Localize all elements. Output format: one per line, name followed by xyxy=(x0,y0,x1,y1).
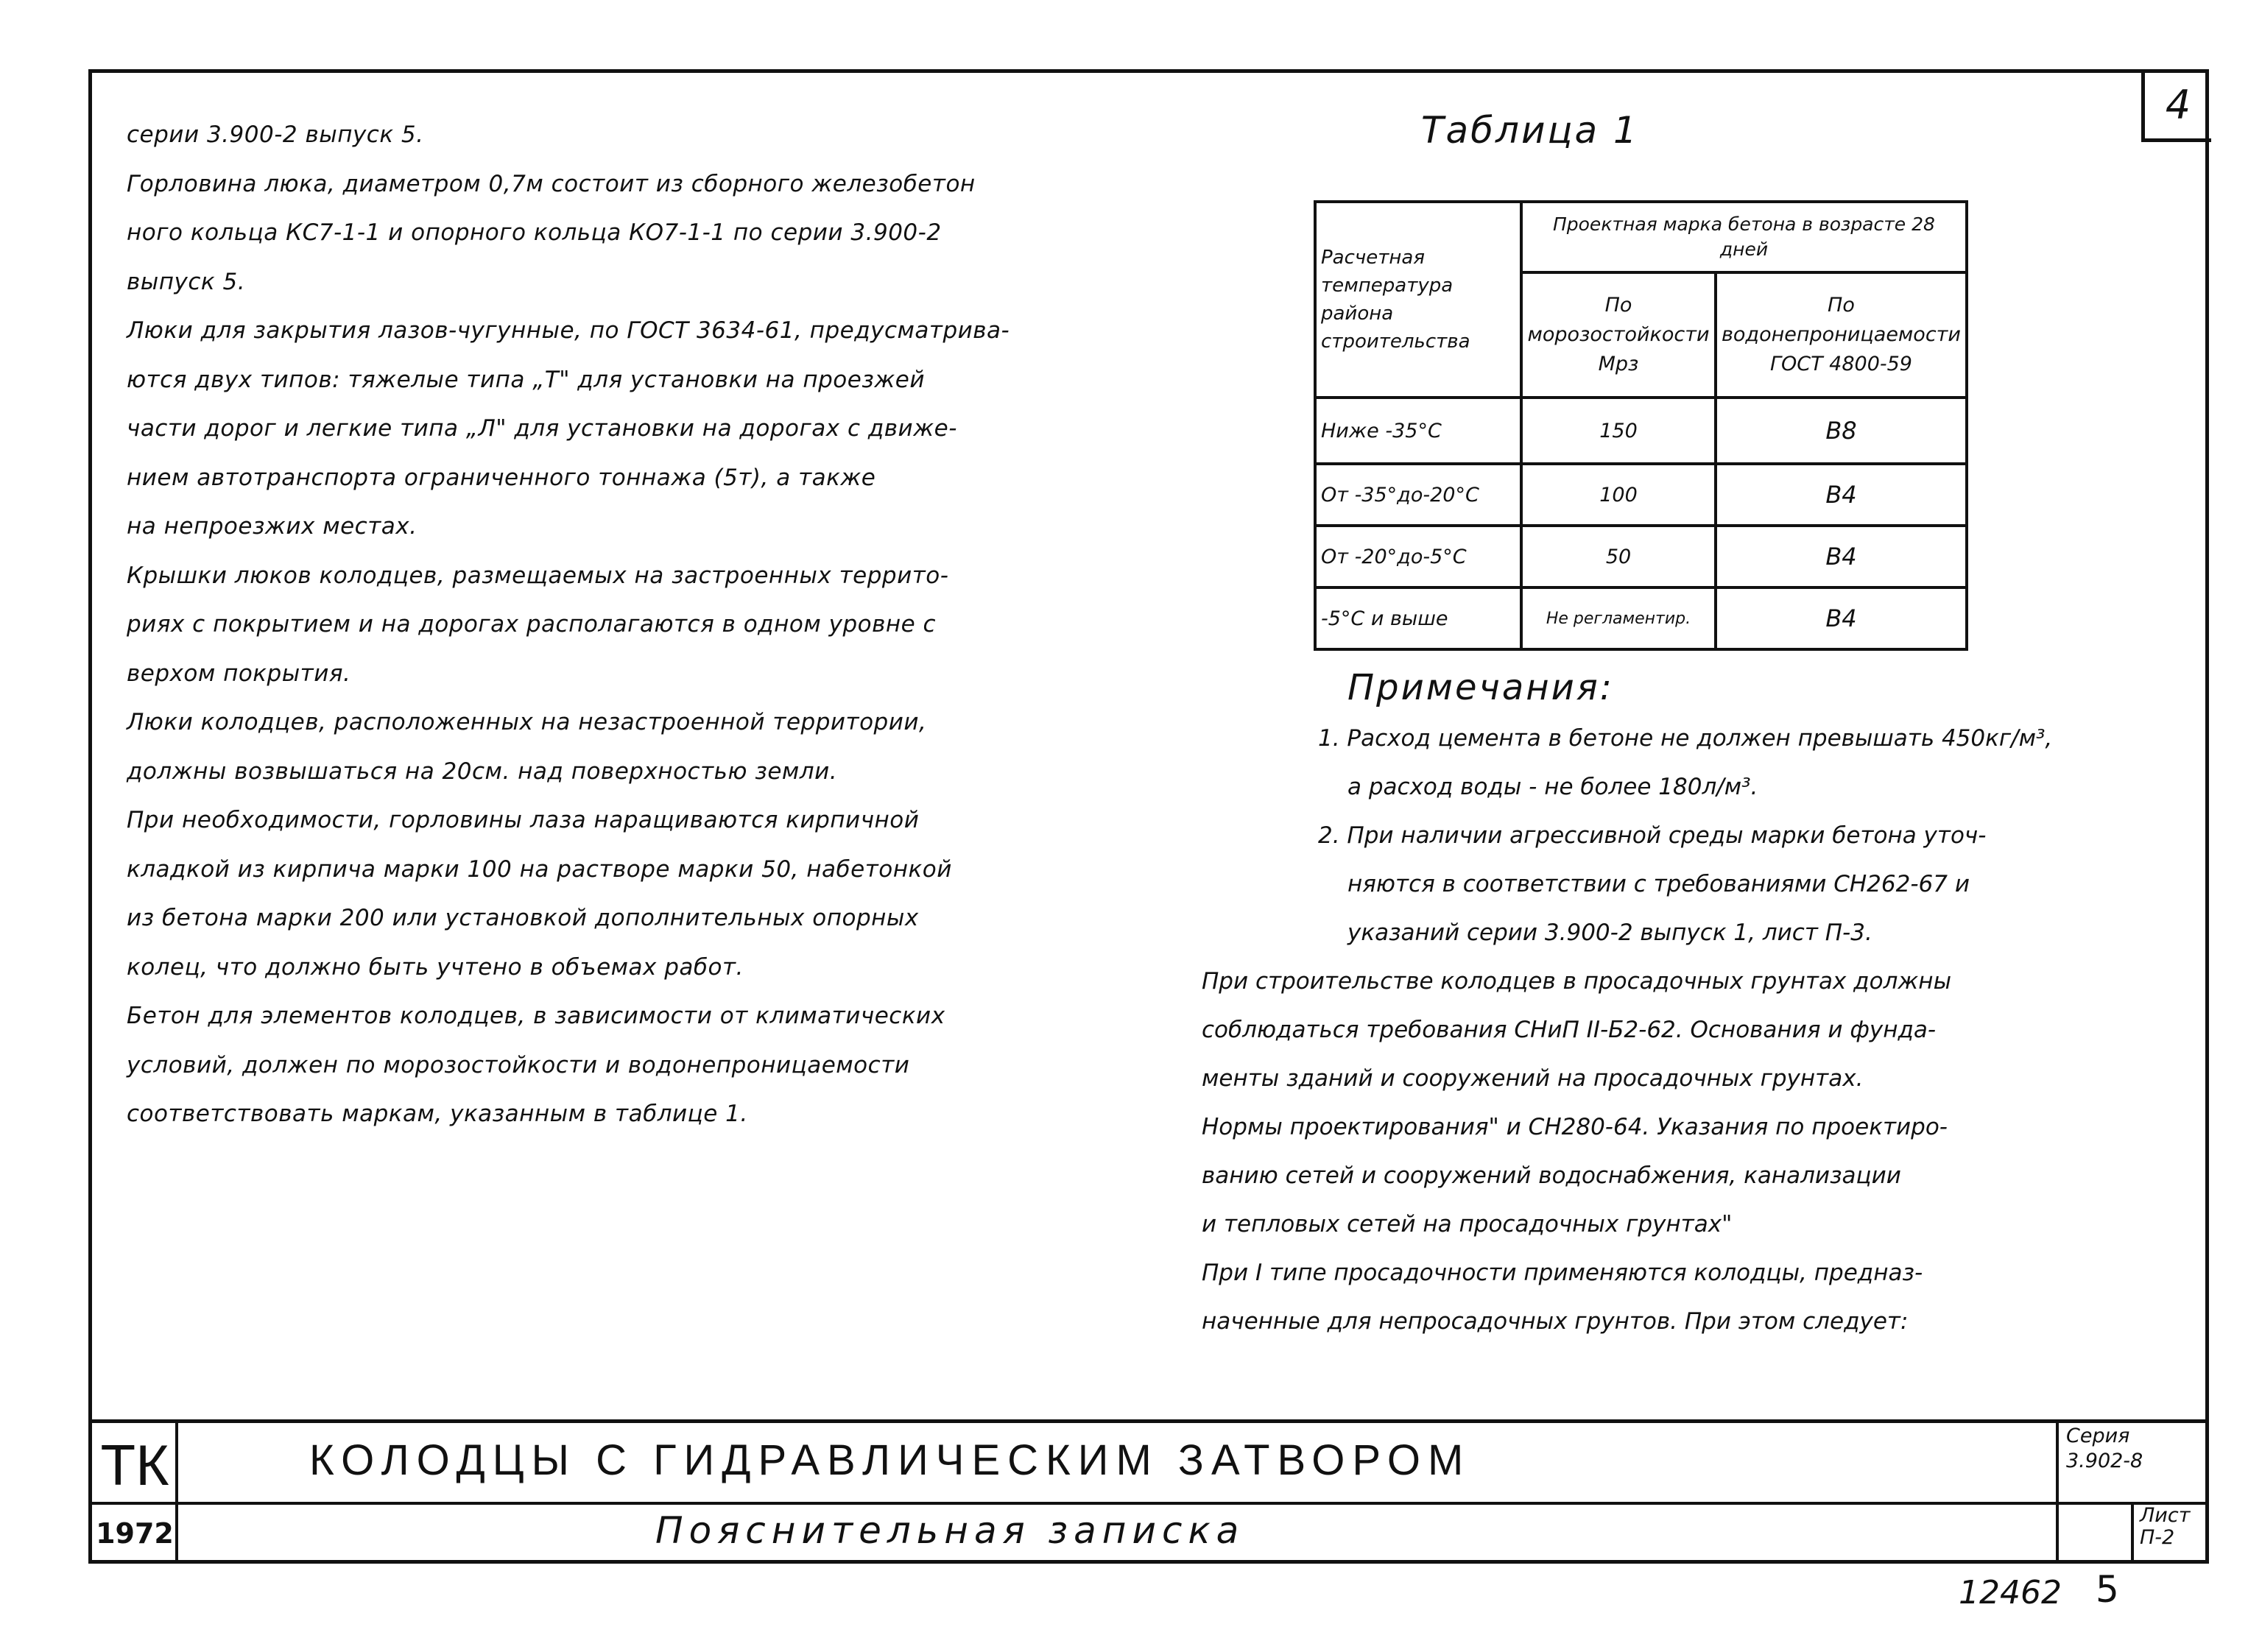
text-line: Крышки люков колодцев, размещаемых на застроенных террито- xyxy=(127,562,949,589)
text-line: Горловина люка, диаметром 0,7м состоит из сборного железобетон xyxy=(127,170,976,197)
text-line: Бетон для элементов колодцев, в зависимости от климатических xyxy=(127,1003,945,1029)
header-temperature: Расчетная температура района строительства xyxy=(1315,202,1521,398)
text-line: нием автотранспорта ограниченного тоннажа (5т), а также xyxy=(127,464,876,491)
title-block-divider xyxy=(2131,1502,2134,1564)
text-line: соответствовать маркам, указанным в таблице 1. xyxy=(127,1101,748,1127)
table-cell-water: В4 xyxy=(1716,464,1967,526)
sheet-number: 4 xyxy=(2141,71,2211,142)
text-line: должны возвышаться на 20см. над поверхностью земли. xyxy=(127,758,838,785)
text-line: риях с покрытием и на дорогах располагаются в одном уровне с xyxy=(127,611,937,638)
text-line: При строительстве колодцев в просадочных грунтах должны xyxy=(1202,968,1952,995)
note-line: 1. Расход цемента в бетоне не должен превышать 450кг/м³, xyxy=(1318,725,2053,752)
note-line: указаний серии 3.900-2 выпуск 1, лист П-3. xyxy=(1347,919,1872,946)
text-line: ного кольца КС7-1-1 и опорного кольца КО7-1-1 по серии 3.900-2 xyxy=(127,219,942,246)
series-box xyxy=(2066,1424,2143,1474)
text-line: кладкой из кирпича марки 100 на растворе марки 50, набетонкой xyxy=(127,855,952,883)
title-block-divider xyxy=(175,1419,178,1564)
note-line: няются в соответствии с требованиями СН262-67 и xyxy=(1347,871,1970,897)
text-line: и тепловых сетей на просадочных грунтах" xyxy=(1202,1211,1733,1238)
table-cell-frost: 100 xyxy=(1521,464,1716,526)
table-cell-temp: От -20°до-5°С xyxy=(1315,526,1521,587)
inventory-number: 12462 xyxy=(1959,1574,2062,1612)
table-cell-frost: 150 xyxy=(1521,398,1716,464)
notes-block xyxy=(1202,714,2202,1346)
notes-title: Примечания: xyxy=(1347,667,1614,708)
title-block-mid-line xyxy=(88,1502,2209,1505)
table-cell-water: В8 xyxy=(1716,398,1967,464)
note-line: а расход воды - не более 180л/м³. xyxy=(1347,774,1758,800)
title-block-divider xyxy=(2056,1419,2059,1564)
text-line: выпуск 5. xyxy=(127,268,246,295)
text-line: колец, что должно быть учтено в объемах работ. xyxy=(127,953,744,981)
sheet-value: П-2 xyxy=(2140,1526,2175,1549)
text-line: ванию сетей и сооружений водоснабжения, канализации xyxy=(1202,1162,1901,1189)
table-cell-water: В4 xyxy=(1716,587,1967,649)
left-text-block xyxy=(127,110,1172,1139)
sheet-box xyxy=(2140,1505,2190,1549)
document-subtitle: Пояснительная записка xyxy=(655,1509,1245,1552)
concrete-grade-table xyxy=(1314,200,1968,651)
table-cell-temp: От -35°до-20°С xyxy=(1315,464,1521,526)
text-line: части дорог и легкие типа „Л" для установки на дорогах с движе- xyxy=(127,415,957,442)
text-line: Люки колодцев, расположенных на незастроенной территории, xyxy=(127,709,927,735)
table-title: Таблица 1 xyxy=(1421,109,1639,152)
text-line: верхом покрытия. xyxy=(127,660,351,687)
sheet-label: Лист xyxy=(2140,1504,2191,1527)
text-line: из бетона марки 200 или установкой дополнительных опорных xyxy=(127,905,919,931)
header-water-resistance: По водонепроницаемости ГОСТ 4800-59 xyxy=(1716,272,1967,398)
table-cell-frost: 50 xyxy=(1521,526,1716,587)
text-line: При необходимости, горловины лаза наращиваются кирпичной xyxy=(127,807,920,833)
text-line: условий, должен по морозостойкости и водонепроницаемости xyxy=(127,1051,910,1079)
text-line: соблюдаться требования СНиП II-Б2-62. Основания и фунда- xyxy=(1202,1017,1937,1043)
header-frost-resistance: По морозостойкости Мрз xyxy=(1521,272,1716,398)
text-line: При I типе просадочности применяются колодцы, предназ- xyxy=(1202,1260,1923,1286)
table-cell-temp: -5°С и выше xyxy=(1315,587,1521,649)
series-label: Серия xyxy=(2066,1425,2130,1447)
header-concrete-grade: Проектная марка бетона в возрасте 28 дней xyxy=(1521,202,1967,272)
text-line: Нормы проектирования" и СН280-64. Указания по проектиро- xyxy=(1202,1114,1948,1140)
table-cell-water: В4 xyxy=(1716,526,1967,587)
tk-label: ТК xyxy=(100,1432,169,1497)
text-line: наченные для непросадочных грунтов. При этом следует: xyxy=(1202,1308,1909,1335)
series-value: 3.902-8 xyxy=(2066,1450,2143,1472)
table-cell-temp: Ниже -35°С xyxy=(1315,398,1521,464)
text-line: серии 3.900-2 выпуск 5. xyxy=(127,121,424,148)
text-line: ются двух типов: тяжелые типа „Т" для установки на проезжей xyxy=(127,366,925,393)
text-line: менты зданий и сооружений на просадочных грунтах. xyxy=(1202,1065,1864,1092)
main-title: КОЛОДЦЫ С ГИДРАВЛИЧЕСКИМ ЗАТВОРОМ xyxy=(309,1436,1471,1484)
year-label: 1972 xyxy=(96,1517,174,1550)
text-line: на непроезжих местах. xyxy=(127,513,417,540)
table-cell-frost: Не регламентир. xyxy=(1521,587,1716,649)
text-line: Люки для закрытия лазов-чугунные, по ГОСТ 3634-61, предусматрива- xyxy=(127,317,1010,344)
title-block-top-line xyxy=(88,1419,2209,1423)
page-number: 5 xyxy=(2096,1568,2119,1611)
note-line: 2. При наличии агрессивной среды марки бетона уточ- xyxy=(1318,822,1987,849)
